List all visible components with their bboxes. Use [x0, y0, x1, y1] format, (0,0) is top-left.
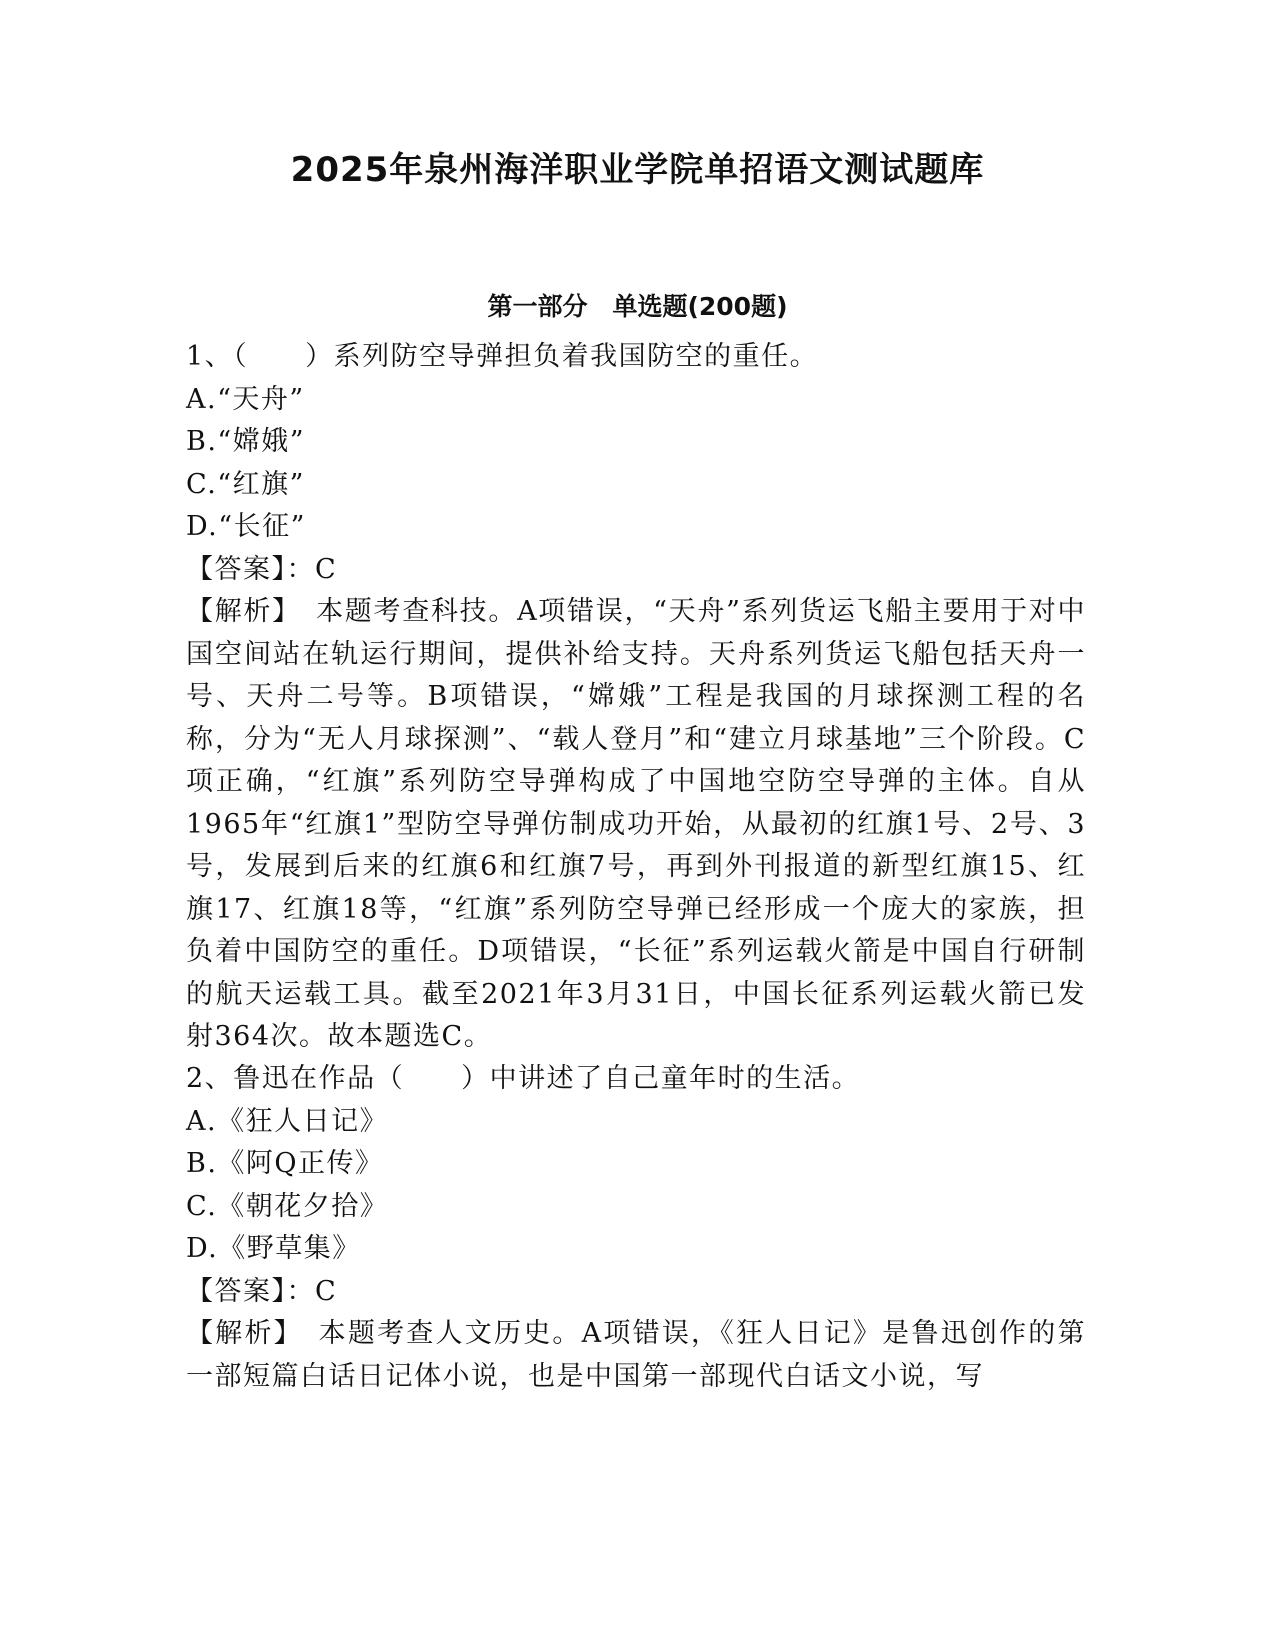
explanation-text: 【解析】 本题考查科技。A项错误，“天舟”系列货运飞船主要用于对中国空间站在轨运行期间，提供补给支持。天舟系列货运飞船包括天舟一号、天舟二号等。B项错误，“嫦娥”工程是我国的月球探测工程的名称，分为“无人月球探测”、“载人登月”和“建立月球基地”三个阶段。C项正确，“红旗”系列防空导弹构成了中国地空防空导弹的主体。自从1965年“红旗1”型防空导弹仿制成功开始，从最初的红旗1号、2号、3号，发展到后来的红旗6和红旗7号，再到外刊报道的新型红旗15、红旗17、红旗18等，“红旗”系列防空导弹已经形成一个庞大的家族，担负着中国防空的重任。D项错误，“长征”系列运载火箭是中国自行研制的航天运载工具。截至2021年3月31日，中国长征系列运载火箭已发射364次。故本题选C。 — [186, 596, 1086, 1052]
option-b: B.《阿Q正传》 — [186, 1148, 384, 1179]
section-title: 第一部分 单选题(200题) — [487, 292, 788, 321]
answer-line: 【答案】：C — [186, 1275, 338, 1307]
explanation-text: 【解析】 本题考查人文历史。A项错误，《狂人日记》是鲁迅创作的第一部短篇白话日记体小说，也是中国第一部现代白话文小说，写 — [186, 1318, 1086, 1392]
option-a: A.《狂人日记》 — [186, 1105, 389, 1137]
question-1 — [186, 336, 1086, 1059]
option-c: C.《朝花夕拾》 — [186, 1190, 389, 1222]
question-stem: 2、鲁迅在作品（ ）中讲述了自己童年时的生活。 — [186, 1063, 861, 1094]
option-a: A.“天舟” — [186, 383, 305, 415]
option-d: D.“长征” — [186, 511, 306, 542]
option-b: B.“嫦娥” — [186, 426, 306, 457]
document-title: 2025年泉州海洋职业学院单招语文测试题库 — [290, 150, 985, 190]
answer-line: 【答案】：C — [186, 553, 338, 585]
option-d: D.《野草集》 — [186, 1233, 361, 1264]
question-2 — [186, 1058, 1086, 1398]
question-stem: 1、（ ）系列防空导弹担负着我国防空的重任。 — [186, 341, 819, 372]
option-c: C.“红旗” — [186, 468, 305, 500]
